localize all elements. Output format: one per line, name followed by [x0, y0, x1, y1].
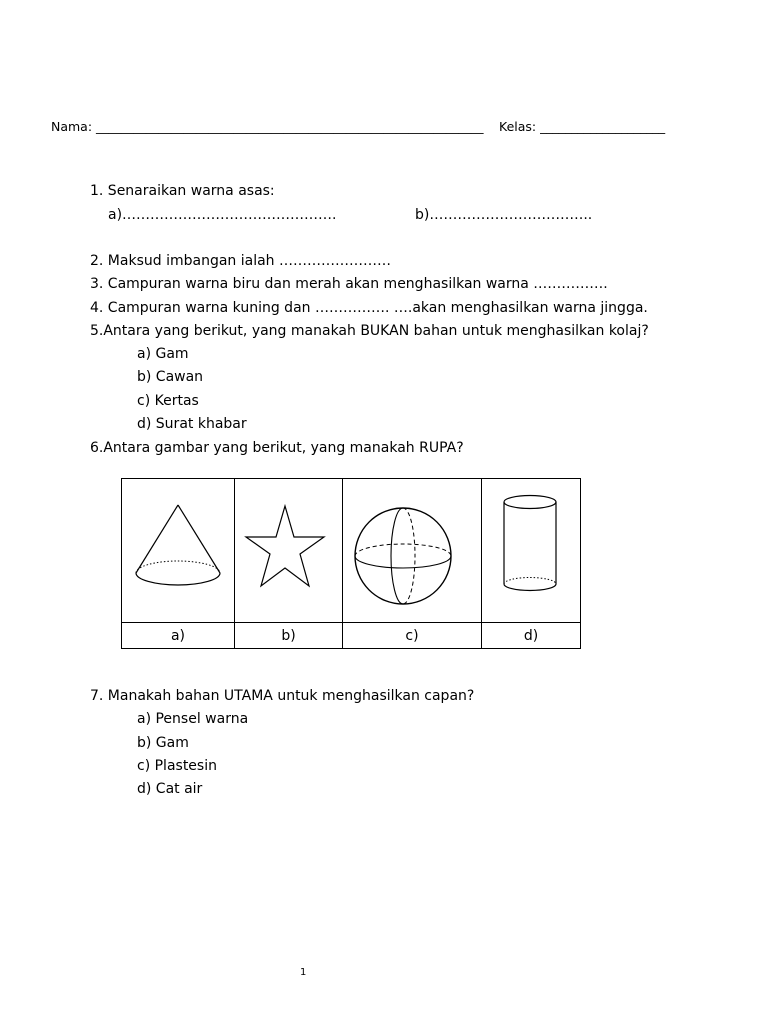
question-7-option: b) Gam [137, 735, 189, 751]
question-7-option: a) Pensel warna [137, 711, 249, 727]
shape-cell-c [343, 479, 482, 623]
name-field-label: Nama: ______________________________________________________________ [51, 119, 484, 134]
page-number: 1 [300, 967, 307, 978]
question-7: 7. Manakah bahan UTAMA untuk menghasilkan capan? [90, 688, 475, 704]
question-7-option: d) Cat air [137, 781, 203, 797]
shape-label-b: b) [235, 623, 343, 649]
shape-cell-a [122, 479, 235, 623]
sphere-icon [343, 479, 481, 618]
question-5: 5.Antara yang berikut, yang manakah BUKAN bahan untuk menghasilkan kolaj? [90, 323, 649, 339]
shapes-table [121, 478, 581, 649]
question-1-answer-b: b)…………………………….. [415, 207, 593, 223]
class-field-label: Kelas: ____________________ [499, 119, 666, 134]
shape-label-c: c) [343, 623, 482, 649]
question-2: 2. Maksud imbangan ialah …………………… [90, 253, 391, 269]
question-5-option: a) Gam [137, 346, 189, 362]
shape-cell-d [482, 479, 581, 623]
question-3: 3. Campuran warna biru dan merah akan menghasilkan warna ……………. [90, 276, 608, 292]
shape-label-a: a) [122, 623, 235, 649]
question-1: 1. Senaraikan warna asas: [90, 183, 275, 199]
cone-icon [122, 479, 234, 618]
shape-label-d: d) [482, 623, 581, 649]
question-5-option: c) Kertas [137, 393, 199, 409]
question-5-option: b) Cawan [137, 369, 204, 385]
question-7-option: c) Plastesin [137, 758, 217, 774]
star-icon [235, 479, 342, 618]
question-6: 6.Antara gambar yang berikut, yang manakah RUPA? [90, 440, 464, 456]
cylinder-icon [482, 479, 580, 618]
question-4: 4. Campuran warna kuning dan ……………. ….akan menghasilkan warna jingga. [90, 300, 648, 316]
question-5-option: d) Surat khabar [137, 416, 247, 432]
shape-cell-b [235, 479, 343, 623]
question-1-answer-a: a)………………………………………. [108, 207, 337, 223]
